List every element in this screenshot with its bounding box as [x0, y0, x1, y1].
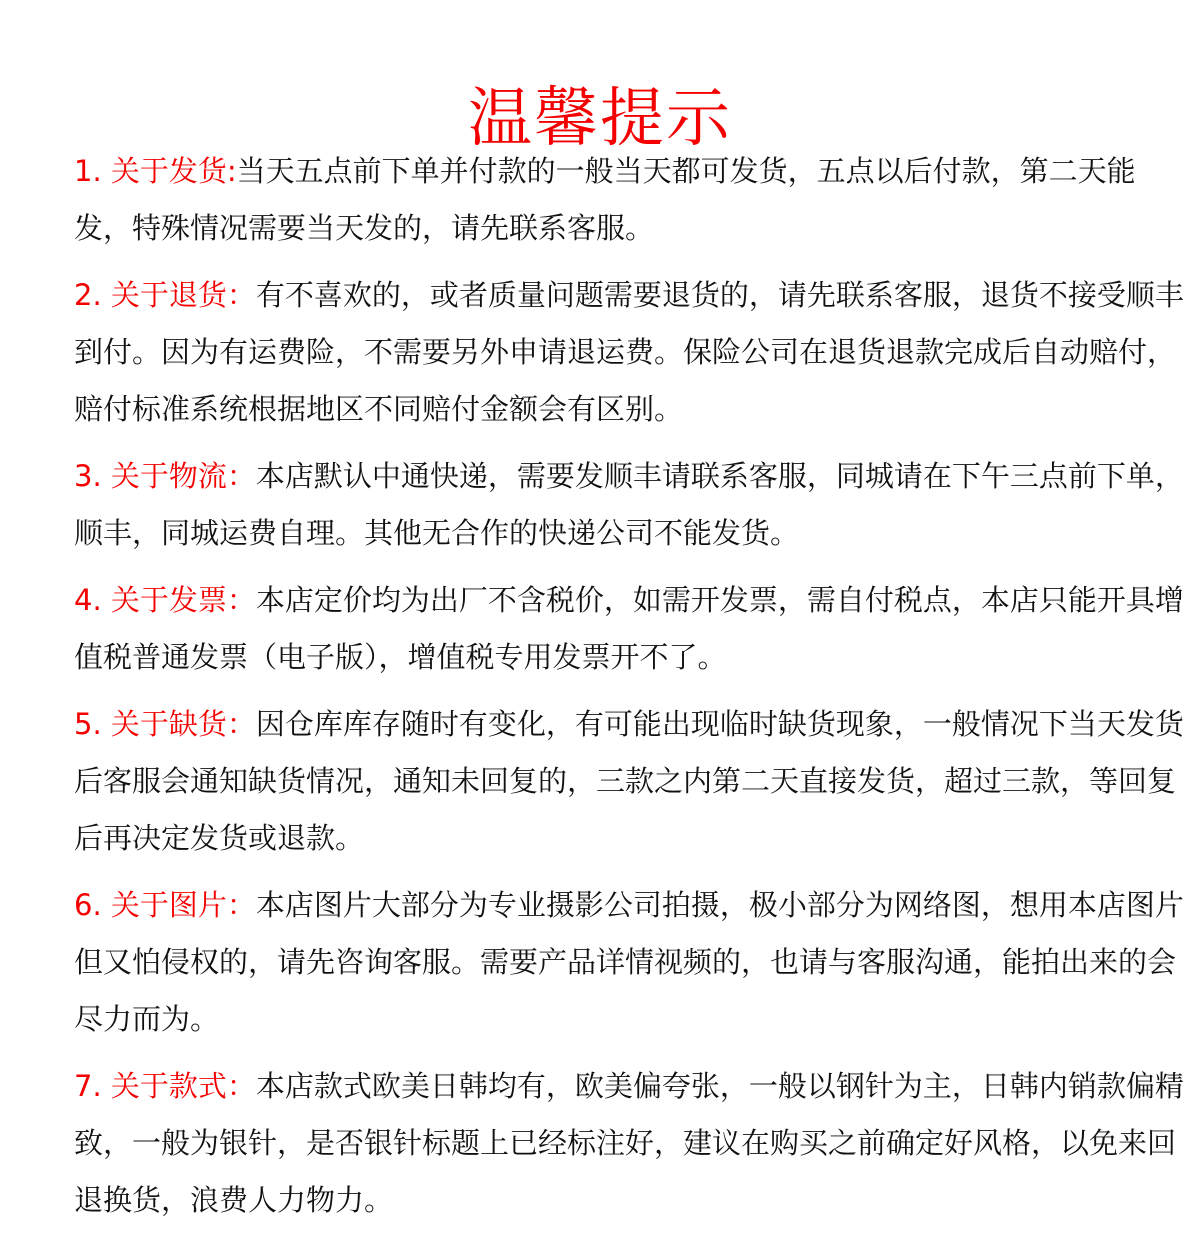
notice-body: 有不喜欢的，或者质量问题需要退货的，请先联系客服，退货不接受顺丰到付。因为有运费险，不需要另外申请退运费。保险公司在退货退款完成后自动赔付，赔付标准系统根据地区不同赔付金额会有区别。 [74, 278, 1184, 426]
notice-list [74, 143, 1184, 1239]
notice-heading: 1. 关于发货: [74, 154, 237, 188]
notice-heading: 3. 关于物流： [74, 459, 256, 493]
notice-item-invoice [74, 572, 1184, 686]
page-title: 温馨提示 [468, 81, 732, 156]
notice-item-styles [74, 1058, 1184, 1229]
notice-heading: 7. 关于款式： [74, 1069, 256, 1103]
notice-body: 因仓库库存随时有变化，有可能出现临时缺货现象，一般情况下当天发货后客服会通知缺货情况，通知未回复的，三款之内第二天直接发货，超过三款，等回复后再决定发货或退款。 [74, 707, 1184, 855]
notice-item-shipping [74, 143, 1184, 257]
notice-heading: 6. 关于图片： [74, 888, 256, 922]
notice-heading: 2. 关于退货： [74, 278, 256, 312]
notice-heading: 4. 关于发票： [74, 583, 256, 617]
notice-item-returns [74, 267, 1184, 438]
notice-heading: 5. 关于缺货： [74, 707, 256, 741]
notice-body: 本店款式欧美日韩均有，欧美偏夸张，一般以钢针为主，日韩内销款偏精致，一般为银针，是否银针标题上已经标注好，建议在购买之前确定好风格，以免来回退换货，浪费人力物力。 [74, 1069, 1184, 1217]
notice-item-stockout [74, 696, 1184, 867]
notice-body: 本店定价均为出厂不含税价，如需开发票，需自付税点，本店只能开具增值税普通发票（电子版），增值税专用发票开不了。 [74, 583, 1184, 674]
notice-body: 本店图片大部分为专业摄影公司拍摄，极小部分为网络图，想用本店图片但又怕侵权的，请先咨询客服。需要产品详情视频的，也请与客服沟通，能拍出来的会尽力而为。 [74, 888, 1184, 1036]
notice-body: 本店默认中通快递，需要发顺丰请联系客服，同城请在下午三点前下单，顺丰，同城运费自理。其他无合作的快递公司不能发货。 [74, 459, 1184, 550]
notice-item-images [74, 877, 1184, 1048]
notice-item-logistics [74, 448, 1184, 562]
notice-body: 当天五点前下单并付款的一般当天都可发货，五点以后付款，第二天能发，特殊情况需要当天发的，请先联系客服。 [74, 154, 1136, 245]
